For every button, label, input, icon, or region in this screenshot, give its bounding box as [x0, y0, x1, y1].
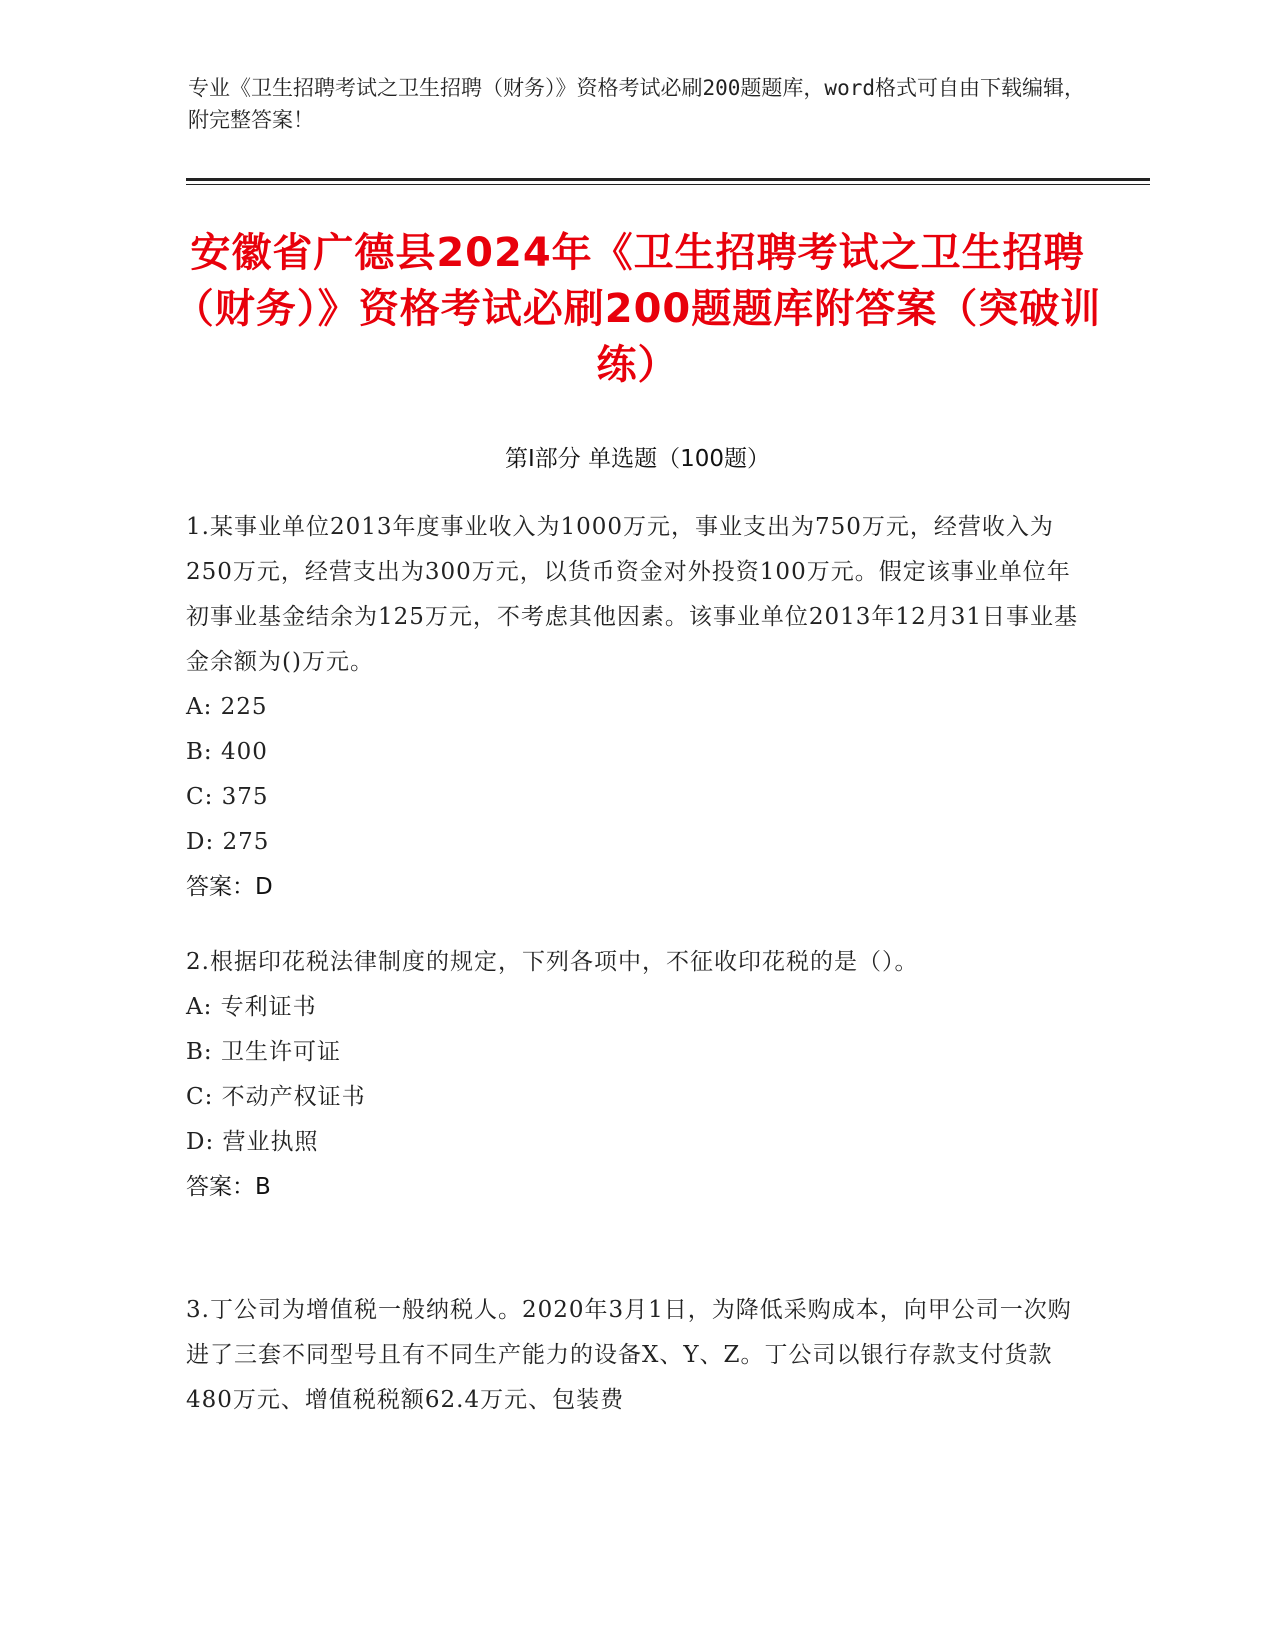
- document-title: 安徽省广德县2024年《卫生招聘考试之卫生招聘（财务）》资格考试必刷200题题库附答案（突破训练）: [173, 230, 1102, 388]
- question-1-option-b: B: 400: [186, 739, 268, 765]
- header-note: 专业《卫生招聘考试之卫生招聘（财务）》资格考试必刷200题题库，word格式可自由下载编辑，附完整答案！: [188, 76, 1085, 132]
- header-divider-thick: [186, 178, 1150, 181]
- section-heading: 第I部分 单选题（100题）: [505, 446, 770, 472]
- question-1-option-c: C: 375: [186, 784, 269, 810]
- question-3: [186, 1288, 1086, 1423]
- question-2-option-d: D: 营业执照: [186, 1129, 319, 1155]
- question-2: [186, 940, 1086, 1210]
- question-1: [186, 505, 1086, 910]
- question-2-option-c: C: 不动产权证书: [186, 1084, 366, 1110]
- question-1-option-a: A: 225: [186, 694, 268, 720]
- question-2-option-a: A: 专利证书: [186, 994, 317, 1020]
- question-1-answer: 答案：D: [186, 874, 273, 900]
- question-2-text: 2.根据印花税法律制度的规定，下列各项中，不征收印花税的是（）。: [186, 949, 919, 975]
- question-2-answer: 答案：B: [186, 1174, 271, 1200]
- question-1-option-d: D: 275: [186, 829, 270, 855]
- header-divider-thin: [186, 184, 1150, 185]
- question-1-text: 1.某事业单位2013年度事业收入为1000万元，事业支出为750万元，经营收入为250万元，经营支出为300万元，以货币资金对外投资100万元。假定该事业单位年初事业基金结余为125万元，不考虑其他因素。该事业单位2013年12月31日事业基金余额为()万元。: [186, 514, 1078, 675]
- question-2-option-b: B: 卫生许可证: [186, 1039, 341, 1065]
- question-3-text: 3.丁公司为增值税一般纳税人。2020年3月1日，为降低采购成本，向甲公司一次购进了三套不同型号且有不同生产能力的设备X、Y、Z。丁公司以银行存款支付货款480万元、增值税税额62.4万元、包装费: [186, 1297, 1072, 1413]
